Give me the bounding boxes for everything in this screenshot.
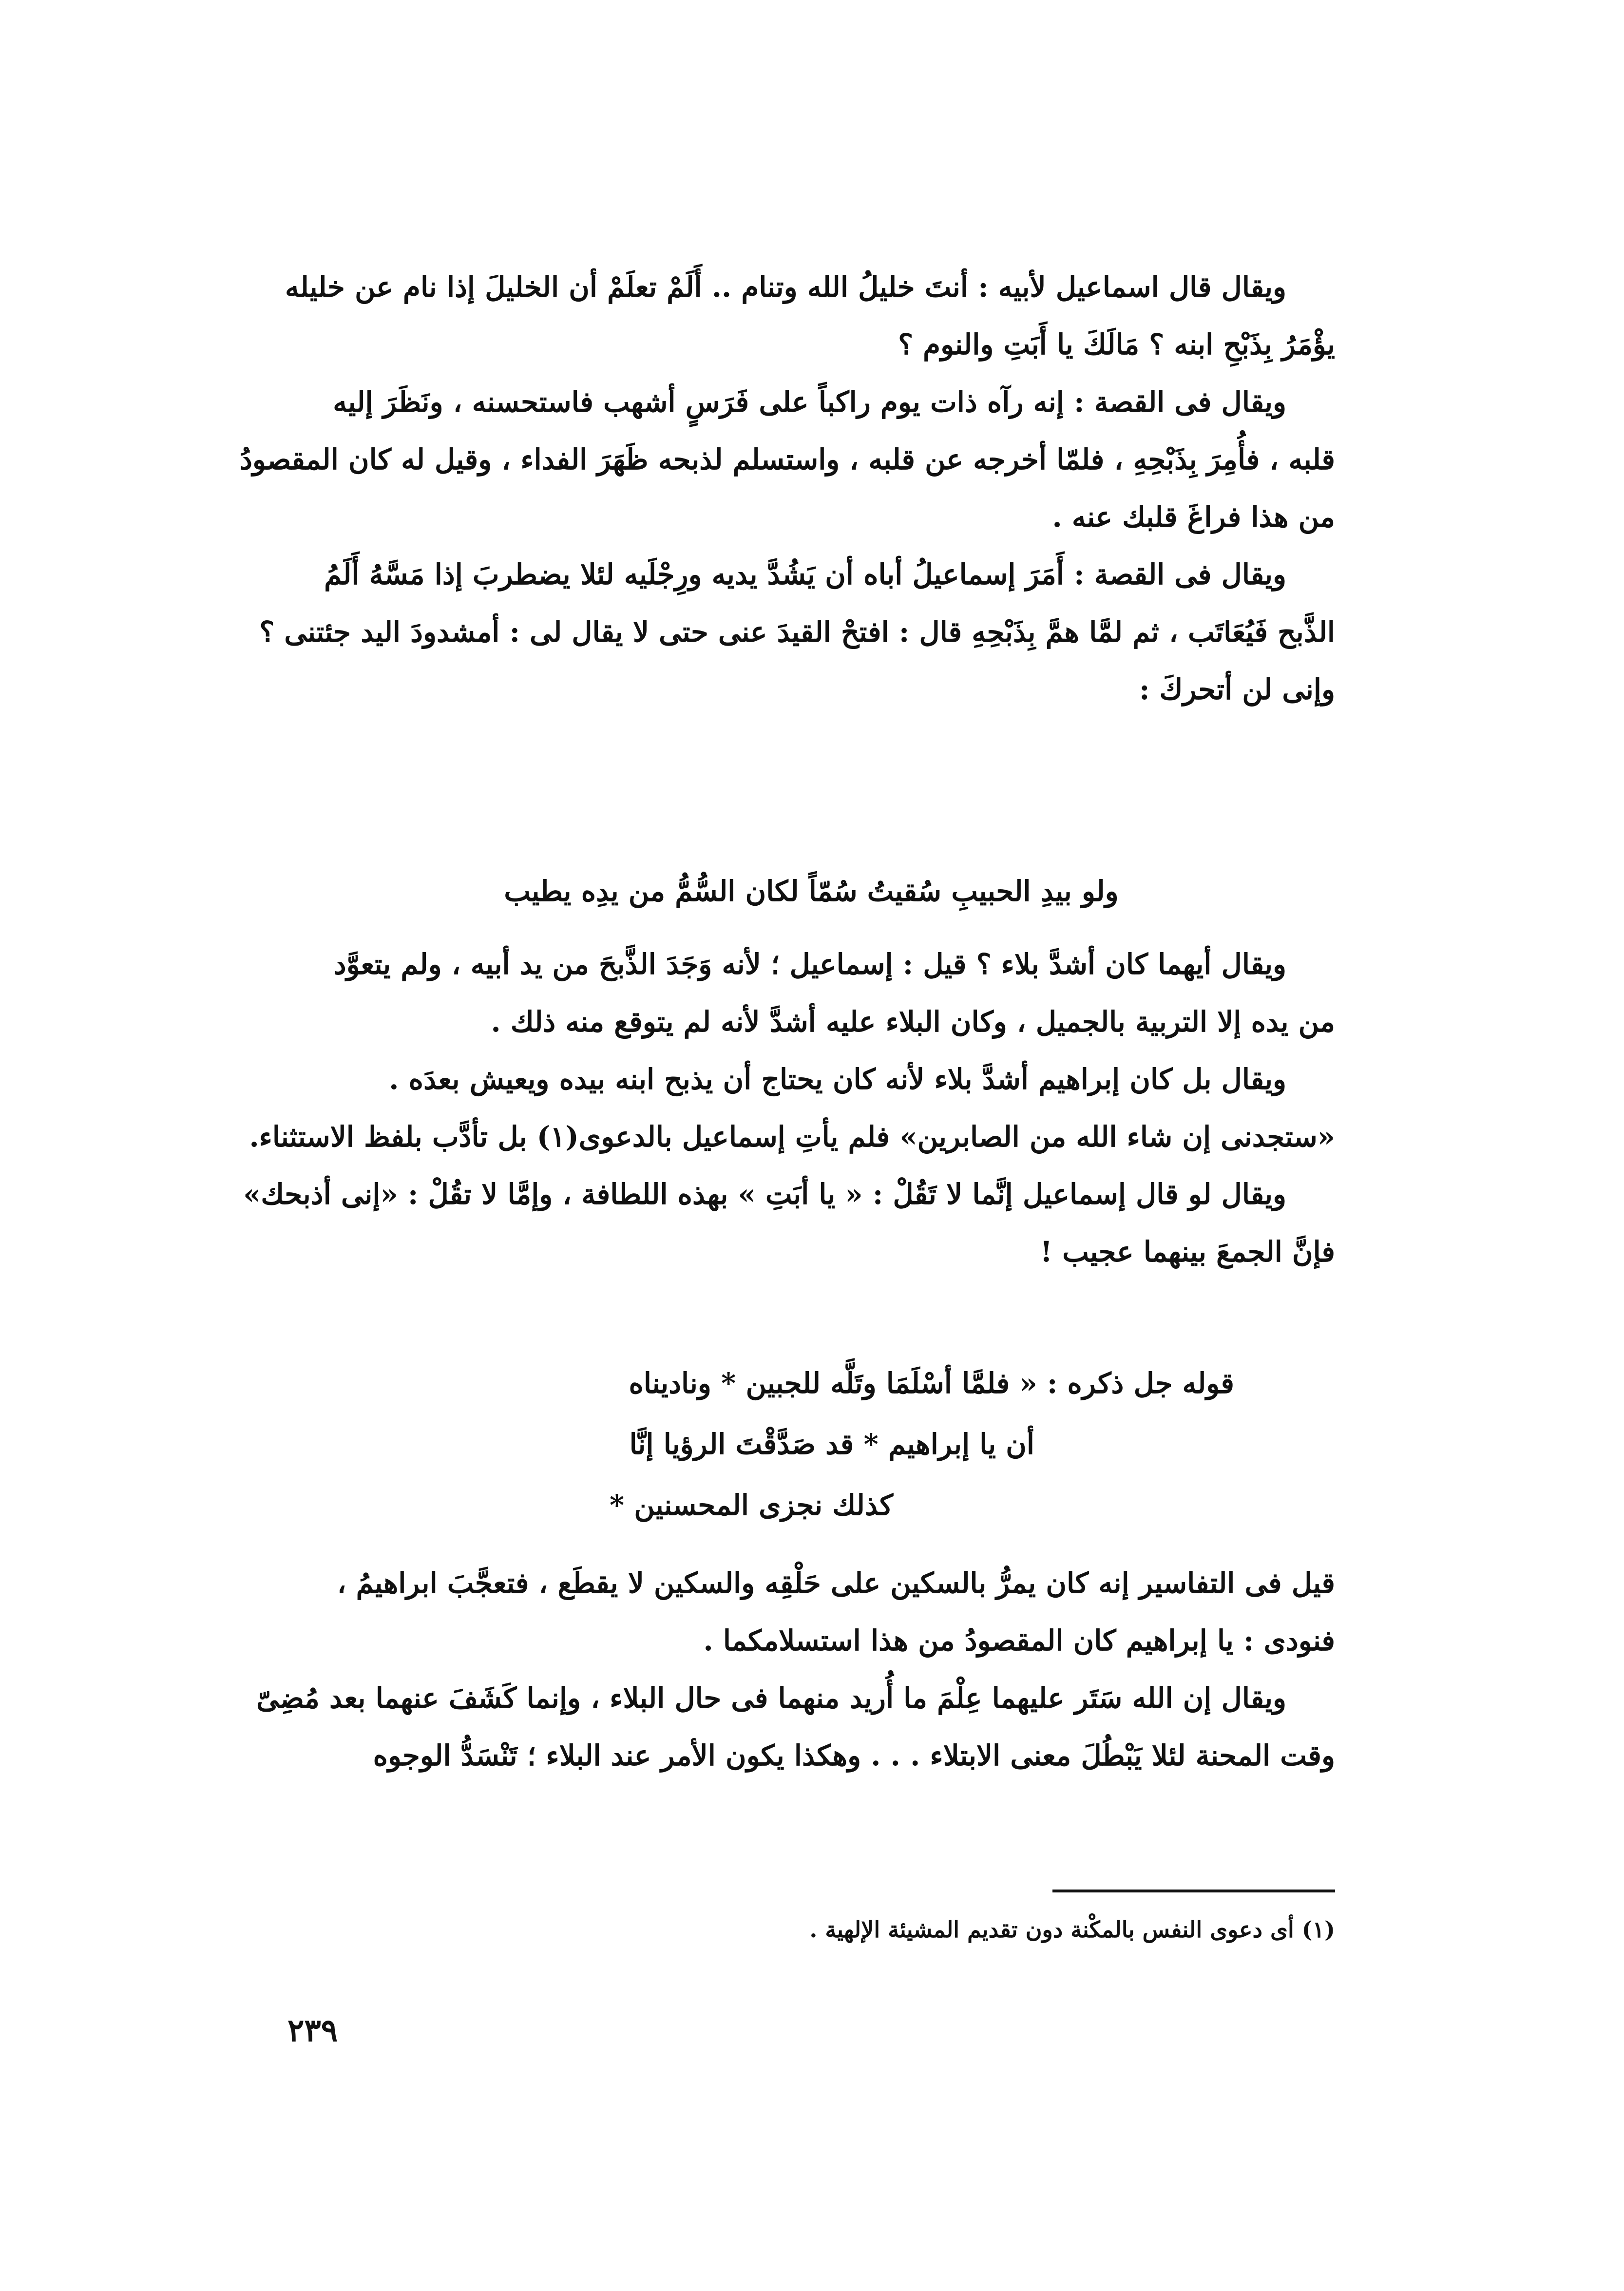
paragraph-5	[287, 1050, 1335, 1108]
paragraph-6	[249, 1108, 1335, 1165]
text-line: وإنى لن أتحركَ :	[1139, 673, 1335, 706]
text-section-b	[243, 935, 1335, 1280]
text-line: الذَّبح فَيُعَاتَب ، ثم لمَّا همَّ بِذَبْحِهِ قال : افتحْ القيدَ عنى حتى لا يقال لى : أمشدودَ اليد جئتنى ؟	[259, 615, 1335, 649]
quran-verse-line-2: أن يا إبراهيم * قد صَدَّقْتَ الرؤيا إنَّا	[629, 1428, 1034, 1461]
text-line: ويقال فى القصة : أَمَرَ إسماعيلُ أباه أن يَشُدَّ يديه ورِجْلَيه لئلا يضطربَ إذا مَسَّهُ أَلَمُ	[324, 558, 1286, 591]
quran-verse-line-3: كذلك نجزى المحسنين *	[609, 1489, 893, 1522]
text-line: «ستجدنى إن شاء الله من الصابرين» فلم يأتِ إسماعيل بالدعوى(١) بل تأدَّب بلفظ الاستثناء.	[249, 1120, 1335, 1153]
text-line: ويقال بل كان إبراهيم أشدَّ بلاء لأنه كان يحتاج أن يذبح ابنه بيده ويعيش بعدَه .	[389, 1063, 1286, 1096]
text-line: فنودى : يا إبراهيم كان المقصودُ من هذا استسلامكما .	[703, 1624, 1335, 1657]
paragraph-9	[256, 1669, 1335, 1784]
footnote-divider	[1052, 1890, 1335, 1892]
footnote: (١) أى دعوى النفس بالمكْنة دون تقديم المشيئة الإلهية .	[809, 1916, 1335, 1943]
text-line: من يده إلا التربية بالجميل ، وكان البلاء عليه أشدَّ لأنه لم يتوقع منه ذلك .	[491, 1005, 1335, 1038]
paragraph-2	[240, 373, 1335, 546]
text-line: قيل فى التفاسير إنه كان يمرُّ بالسكين على حَلْقِه والسكين لا يقطَع ، فتعجَّبَ ابراهيمُ ،	[337, 1566, 1335, 1600]
text-line: قلبه ، فأُمِرَ بِذَبْحِهِ ، فلمّا أخرجه عن قلبه ، واستسلم لذبحه ظَهَرَ الفداء ، وقيل له كان المقصودُ	[240, 443, 1335, 476]
text-section-c	[256, 1554, 1335, 1784]
paragraph-8	[287, 1554, 1335, 1669]
text-line: ويقال إن الله سَتَر عليهما عِلْمَ ما أُريد منهما فى حال البلاء ، وإنما كَشَفَ عنهما بعد مُضِىّ	[256, 1681, 1286, 1715]
poetry-verse: ولو بيدِ الحبيبِ سُقيتُ سُمّاً لكان السُّمُّ من يدِه يطيب	[504, 875, 1119, 908]
text-line: يؤْمَرُ بِذَبْحِ ابنه ؟ مَالَكَ يا أَبَتِ والنوم ؟	[898, 328, 1335, 361]
text-line: فإنَّ الجمعَ بينهما عجيب !	[1040, 1235, 1335, 1268]
text-line: ويقال أيهما كان أشدَّ بلاء ؟ قيل : إسماعيل ؛ لأنه وَجَدَ الذَّبحَ من يد أبيه ، ولم يتعوَّد	[333, 948, 1286, 981]
paragraph-4	[287, 935, 1335, 1050]
text-line: ويقال قال اسماعيل لأبيه : أنتَ خليلُ الله وتنام .. أَلَمْ تعلَمْ أن الخليلَ إذا نام عن خليله	[285, 270, 1286, 304]
page-number: ٢٣٩	[287, 2012, 338, 2049]
text-line: ويقال لو قال إسماعيل إنَّما لا تَقُلْ : « يا أبَتِ » بهذه اللطافة ، وإمَّا لا تقُلْ : «إنى أذبحك»	[243, 1178, 1286, 1211]
quran-verse-line-1: قوله جل ذكره : « فلمَّا أسْلَمَا وتَلَّه للجبين * وناديناه	[629, 1367, 1234, 1400]
paragraph-7	[243, 1165, 1335, 1280]
paragraph-3	[259, 546, 1335, 718]
text-line: وقت المحنة لئلا يَبْطُلَ معنى الابتلاء . . . وهكذا يكون الأمر عند البلاء ؛ تَنْسَدُّ الوجوه	[373, 1739, 1335, 1772]
text-line: من هذا فراغَ قلبك عنه .	[1052, 500, 1335, 534]
text-line: ويقال فى القصة : إنه رآه ذات يوم راكباً على فَرَسٍ أشهب فاستحسنه ، ونَظَرَ إليه	[333, 385, 1286, 419]
text-section-a	[240, 258, 1335, 718]
paragraph-1	[287, 258, 1335, 373]
